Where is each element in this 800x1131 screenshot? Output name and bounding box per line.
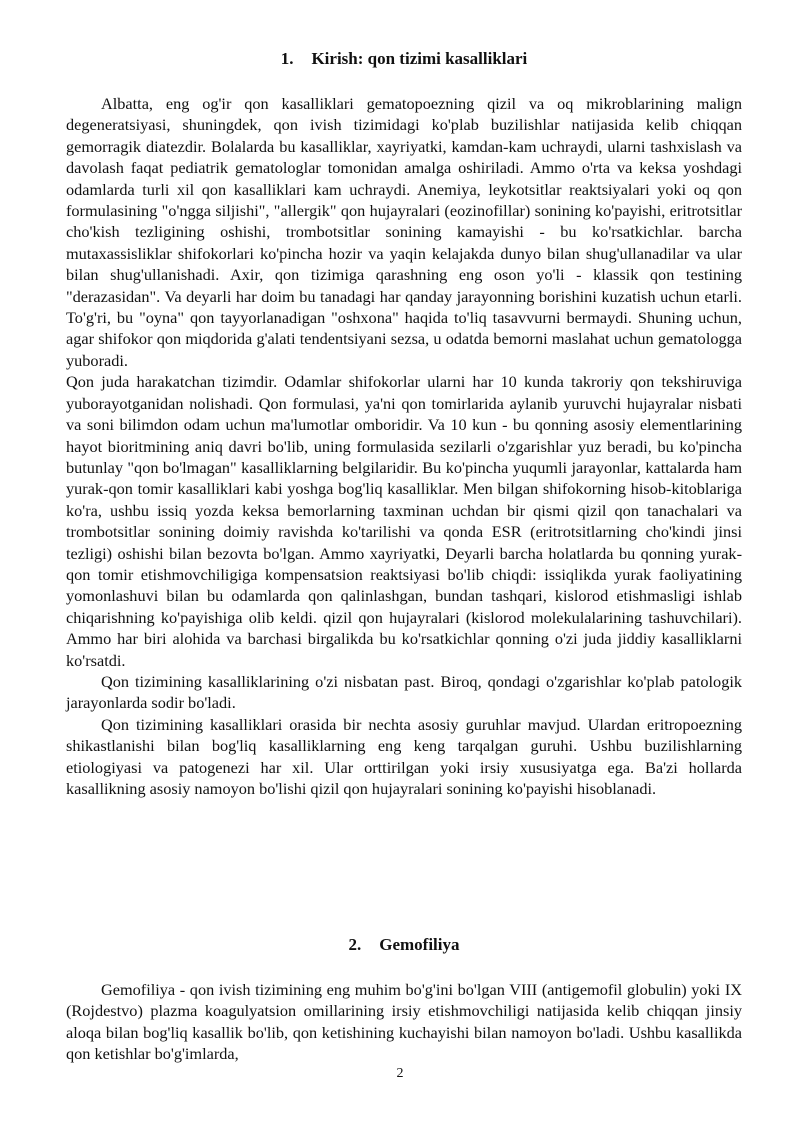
section-2-heading [66,935,742,955]
section-1-heading [66,49,742,69]
paragraph: Qon tizimining kasalliklari orasida bir nechta asosiy guruhlar mavjud. Ulardan eritropoezning shikastlanishi bilan bog'liq kasalliklarning eng keng tarqalgan guruhi. Ushbu buzilishlarning etiologiyasi va patogenezi har xil. Ular orttirilgan yoki irsiy xususiyatga ega. Ba'zi hollarda kasallikning asosiy namoyon bo'lishi qizil qon hujayralari sonining ko'payishi hisoblanadi. [66,714,742,798]
paragraph: Qon juda harakatchan tizimdir. Odamlar shifokorlar ularni har 10 kunda takroriy qon tekshiruviga yuborayotganidan nolishadi. Qon formulasi, ya'ni qon tomirlarida aylanib yuruvchi hujayralar nisbati va soni bilimdon odam uchun ma'lumotlar omboridir. Va 10 kun - bu qonning asosiy elementlarining hayot bioritmining aniq davri bo'lib, uning formulasida sezilarli o'zgarishlar yuz beradi, bu ko'pincha butunlay "qon bo'lmagan" kasalliklarning belgilaridir. Bu ko'pincha yuqumli jarayonlar, kattalarda ham yurak-qon tomir kasalliklari kabi yoshga bog'liq kasalliklar. Men bilgan shifokorning hisob-kitoblariga ko'ra, ushbu issiq yozda keksa bemorlarning taxminan uchdan bir qismi qizil qon tanachalari va trombotsitlar sonining doimiy ravishda ko'tarilishi va qonda ESR (eritrotsitlarning cho'kindi jinsi tezligi) oshishi bilan bezovta bo'lgan. Ammo xayriyatki, Deyarli barcha holatlarda bu qonning yurak-qon tomir etishmovchiligiga kompensatsion reaktsiyasi bo'lib chiqdi: issiqlikda yurak faoliyatining yomonlashuvi bilan bu odamlarda qon qalinlashgan, bundan tashqari, kislorod etishmasligi ishlab chiqarishning ko'payishiga olib keldi. qizil qon hujayralari (kislorod molekulalarining tashuvchilari). Ammo har biri alohida va barchasi birgalikda bu ko'rsatkichlar qonning o'zi juda jiddiy kasalliklarni ko'rsatdi. [66,372,742,670]
section-1-title: Kirish: qon tizimi kasalliklari [311,49,528,68]
section-1-number: 1. [280,49,294,68]
section-2-title: Gemofiliya [379,935,460,954]
paragraph: Albatta, eng og'ir qon kasalliklari gematopoezning qizil va oq mikroblarining malign degeneratsiyasi, shuningdek, qon ivish tizimidagi ko'plab buzilishlar natijasida kelib chiqqan gemorragik diatezdir. Bolalarda bu kasalliklar, xayriyatki, kamdan-kam uchraydi, ularni tashxislash va davolash faqat pediatrik gematologlar tomonidan amalga oshiriladi. Ammo o'rta va keksa yoshdagi odamlarda turli xil qon kasalliklari kam uchraydi. Anemiya, leykotsitlar reaktsiyalari yoki oq qon formulasining "o'ngga siljishi", "allergik" qon hujayralari (eozinofillar) sonining ko'payishi, eritrotsitlar cho'kish tezligining oshishi, trombotsitlar sonining kamayishi - bu ko'rsatkichlar. barcha mutaxassisliklar shifokorlari ko'pincha hozir va yaqin kelajakda dunyo bilan shug'ullanadilar va ular bilan shug'ullanishadi. Axir, qon tizimiga qarashning eng oson yo'li - klassik qon testining "derazasidan". Va deyarli har doim bu tanadagi har qanday jarayonning borishini kuzatish uchun etarli. To'g'ri, bu "oyna" qon tayyorlanadigan "oshxona" haqida to'liq tasavvurni bermaydi. Shuning uchun, agar shifokor qon miqdorida g'alati tendentsiyani sezsa, u odatda bemorni maslahat uchun gematologga yuboradi. [66,94,742,370]
section-2-body [66,979,742,1065]
section-1-body [66,93,742,799]
paragraph: Qon tizimining kasalliklarining o'zi nisbatan past. Biroq, qondagi o'zgarishlar ko'plab patologik jarayonlarda sodir bo'ladi. [66,671,742,713]
page-number: 2 [396,1066,404,1081]
paragraph: Gemofiliya - qon ivish tizimining eng muhim bo'g'ini bo'lgan VIII (antigemofil globulin) yoki IX (Rojdestvo) plazma koagulyatsion omillarining irsiy etishmovchiligi natijasida kelib chiqqan jinsiy aloqa bilan bog'liq kasallik bo'lib, qon ketishining kuchayishi bilan namoyon bo'ladi. Ushbu kasallikda qon ketishlar bo'g'imlarda, [66,980,742,1064]
section-2-number: 2. [348,935,362,954]
